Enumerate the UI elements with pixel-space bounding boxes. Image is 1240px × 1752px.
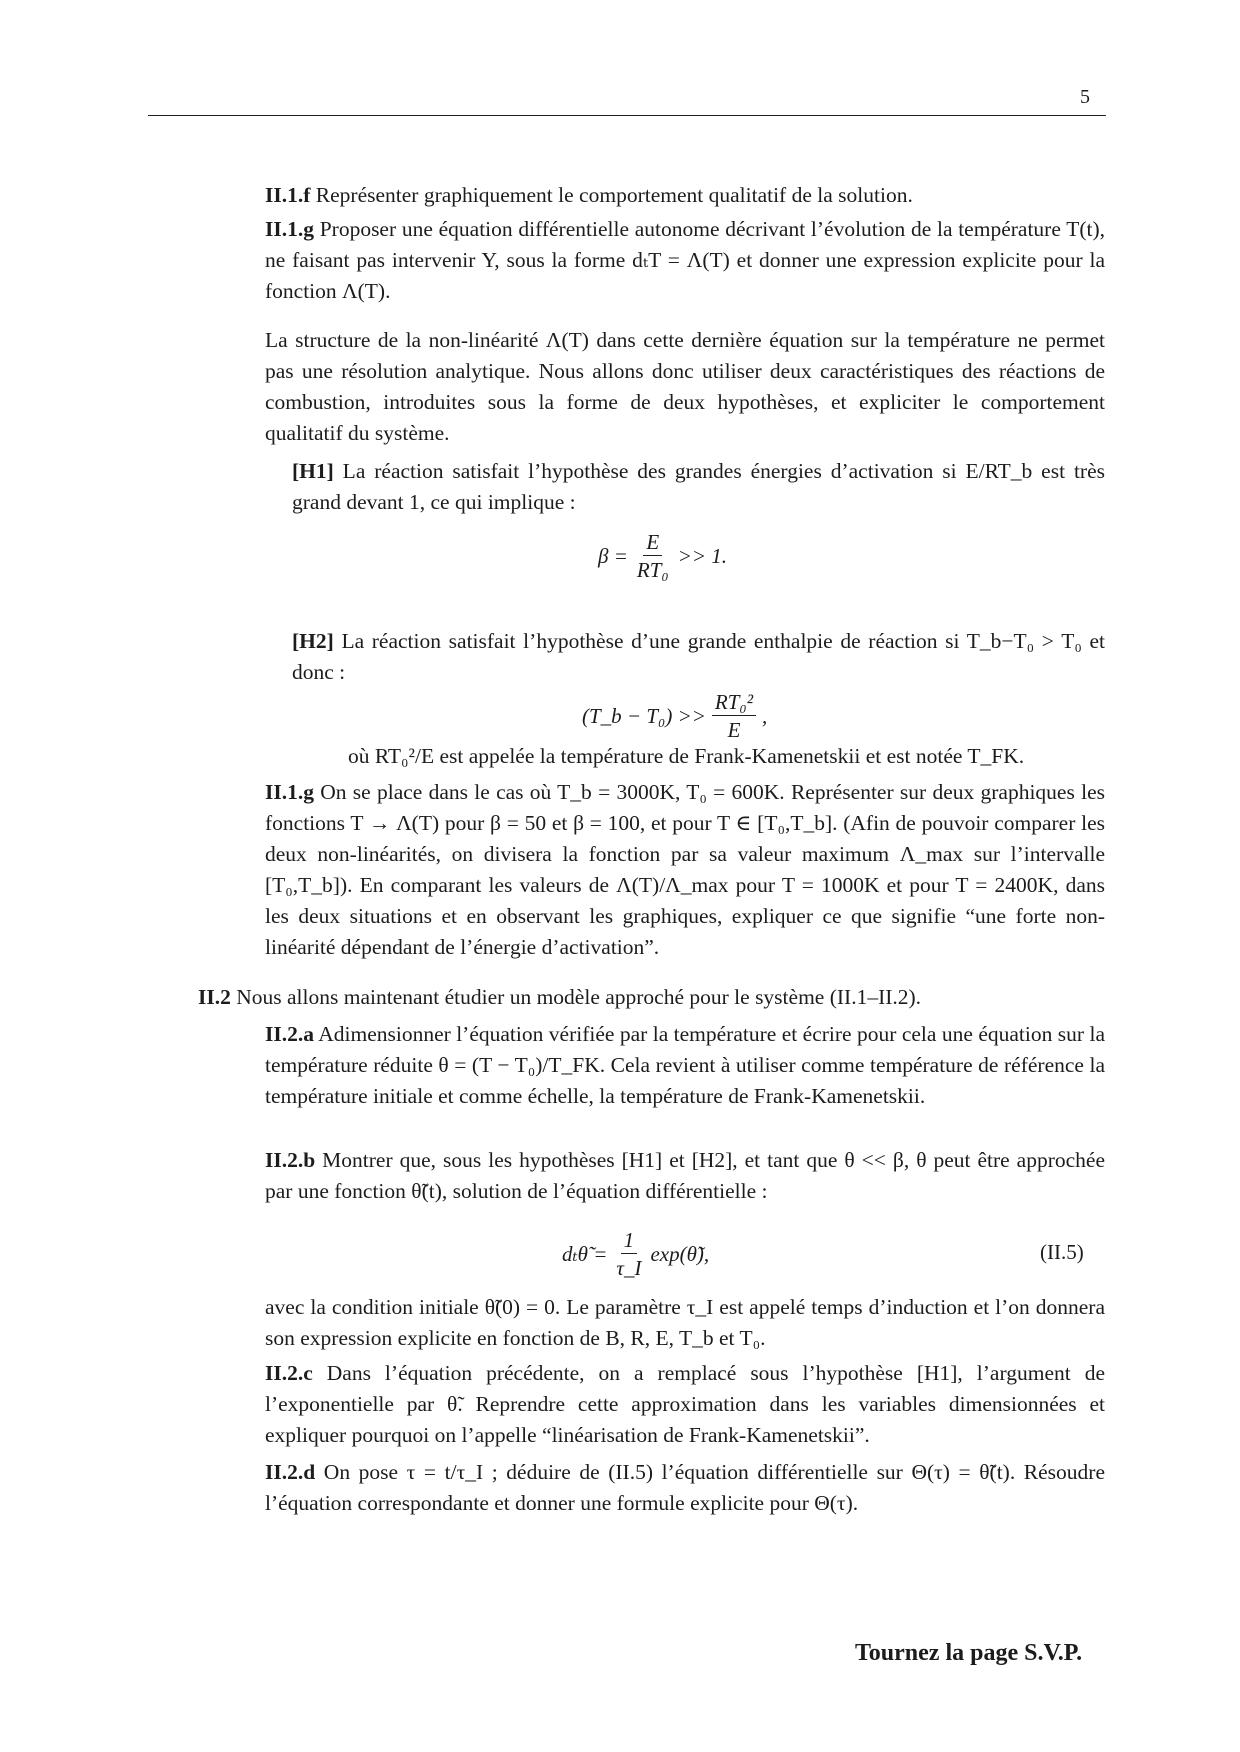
equation-fraction [712,690,756,742]
equation-lhs: dₜθ̃ = [562,1242,608,1266]
question-label: II.2.a [265,1022,314,1046]
equation-fraction [634,530,672,582]
equation-rhs: >> 1. [677,544,728,568]
hypothesis-h2-note: où RT₀²/E est appelée la température de Frank-Kamenetskii et est notée T_FK. [348,744,1025,768]
question-text: Dans l’équation précédente, on a remplacé sous l’hypothèse [H1], l’argument de l’exponentielle par θ̃. Reprendre cette approximation dans les variables dimensionnées et expliquer pourquoi on l’appelle “linéarisation de Frank-Kamenetskii”. [265,1361,1105,1447]
question-label: II.2 [198,985,231,1009]
equation-ii5 [562,1228,709,1280]
hypothesis-label: [H1] [292,459,334,483]
equation-h2 [582,690,767,742]
hypothesis-h1 [292,456,1105,518]
question-label: II.1.f [265,183,311,207]
header-rule [148,115,1106,116]
question-text: Montrer que, sous les hypothèses [H1] et [H2], et tant que θ << β, θ peut être approchée par une fonction θ̃(t), solution de l’équation différentielle : [265,1148,1105,1203]
question-ii2 [198,982,1105,1013]
hypothesis-label: [H2] [292,629,334,653]
question-label: II.1.g [265,780,314,804]
page-footer: Tournez la page S.V.P. [855,1640,1083,1666]
question-text: Représenter graphiquement le comportement qualitatif de la solution. [310,183,913,207]
fraction-numerator: 1 [621,1228,638,1254]
hypothesis-h2 [292,626,1105,688]
hypothesis-text: La réaction satisfait l’hypothèse des grandes énergies d’activation si E/RT_b est très grand devant 1, ce qui implique : [292,459,1105,514]
question-label: II.2.c [265,1361,313,1385]
question-text: Nous allons maintenant étudier un modèle approché pour le système (II.1–II.2). [230,985,922,1009]
equation-number: (II.5) [1040,1240,1084,1264]
fraction-denominator: E [727,718,741,742]
question-ii2c [265,1358,1105,1451]
equation-fraction [613,1228,644,1280]
question-text: On pose τ = t/τ_I ; déduire de (II.5) l’équation différentielle sur Θ(τ) = θ̃(t). Résoudre l’équation correspondante et donner une formule explicite pour Θ(τ). [265,1460,1105,1515]
question-text: Adimensionner l’équation vérifiée par la température et écrire pour cela une équation sur la température réduite θ = (T − T₀)/T_FK. Cela revient à utiliser comme température de référence la température initiale et comme échelle, la température de Frank-Kamenetskii. [265,1022,1105,1108]
fraction-numerator: E [643,530,662,556]
question-text: On se place dans le cas où T_b = 3000K, T₀ = 600K. Représenter sur deux graphiques les fonctions T → Λ(T) pour β = 50 et β = 100, et pour T ∈ [T₀,T_b]. (Afin de pouvoir comparer les deux non-linéarités, on divisera la fonction par sa valeur maximum Λ_max sur l’intervalle [T₀,T_b]). En comparant les valeurs de Λ(T)/Λ_max pour T = 1000K et pour T = 2400K, dans les deux situations et en observant les graphiques, expliquer ce que signifie “une forte non-linéarité dépendant de l’énergie d’activation”. [265,780,1105,959]
fraction-denominator: RT₀ [636,558,669,582]
fraction-denominator: τ_I [616,1256,642,1280]
equation-lhs: β = [598,544,628,568]
equation-rhs: , [762,704,768,728]
question-ii1g-second [265,777,1105,963]
question-label: II.2.d [265,1460,316,1484]
question-ii1f [265,180,1105,211]
question-ii2a [265,1019,1105,1112]
page-number: 5 [1080,86,1090,108]
question-label: II.2.b [265,1148,316,1172]
question-ii2d [265,1457,1105,1519]
question-ii2b-continuation: avec la condition initiale θ̃(0) = 0. Le paramètre τ_I est appelé temps d’induction et l’on donnera son expression explicite en fonction de B, R, E, T_b et T₀. [265,1295,1105,1350]
hypothesis-text: La réaction satisfait l’hypothèse d’une grande enthalpie de réaction si T_b−T₀ > T₀ et donc : [292,629,1105,684]
equation-lhs: (T_b − T₀) >> [582,704,706,728]
intro-paragraph: La structure de la non-linéarité Λ(T) dans cette dernière équation sur la température ne permet pas une résolution analytique. Nous allons donc utiliser deux caractéristiques des réactions de combustion, introduites sous la forme de deux hypothèses, et expliciter le comportement qualitatif du système. [265,328,1105,445]
fraction-numerator: RT₀² [712,690,756,716]
question-ii2b [265,1145,1105,1207]
question-ii1g-first [265,214,1105,307]
question-text: Proposer une équation différentielle autonome décrivant l’évolution de la température T(t), ne faisant pas intervenir Y, sous la forme dₜT = Λ(T) et donner une expression explicite pour la fonction Λ(T). [265,217,1105,303]
equation-beta [598,530,727,582]
question-label: II.1.g [265,217,314,241]
equation-rhs: exp(θ̃), [650,1242,710,1266]
